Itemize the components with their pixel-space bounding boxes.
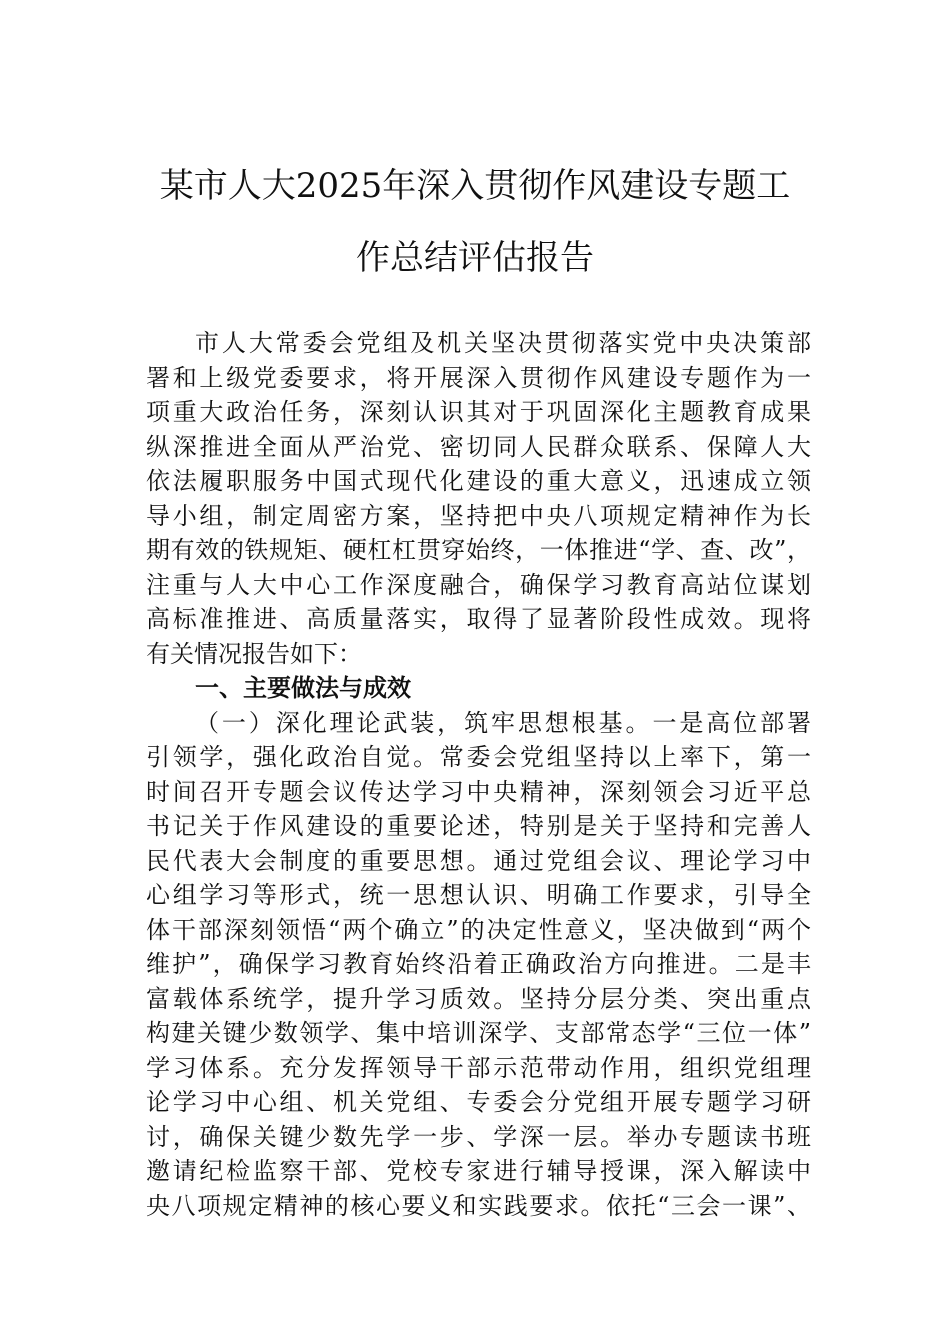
intro-paragraph-line: 高标准推进、高质量落实，取得了显著阶段性成效。现将 — [146, 605, 811, 633]
document-body — [146, 326, 811, 1223]
section-paragraph-line: 引领学，强化政治自觉。常委会党组坚持以上率下，第一 — [146, 743, 811, 771]
intro-paragraph-line: 导小组，制定周密方案，坚持把中央八项规定精神作为长 — [146, 501, 811, 530]
intro-paragraph-line: 项重大政治任务，深刻认识其对于巩固深化主题教育成果 — [146, 398, 811, 426]
section-paragraph-line: 学习体系。充分发挥领导干部示范带动作用，组织党组理 — [146, 1053, 811, 1082]
section-heading: 一、主要做法与成效 — [195, 674, 411, 702]
section-paragraph-line: 论学习中心组、机关党组、专委会分党组开展专题学习研 — [146, 1088, 811, 1116]
section-paragraph-line: 时间召开专题会议传达学习中央精神，深刻领会习近平总 — [146, 777, 811, 806]
intro-paragraph-line: 注重与人大中心工作深度融合，确保学习教育高站位谋划 — [146, 570, 811, 599]
intro-paragraph-line: 期有效的铁规矩、硬杠杠贯穿始终，一体推进“学、查、改”， — [146, 536, 811, 564]
intro-paragraph-line: 署和上级党委要求，将开展深入贯彻作风建设专题作为一 — [146, 363, 811, 392]
section-paragraph-line: 民代表大会制度的重要思想。通过党组会议、理论学习中 — [146, 846, 811, 875]
section-paragraph-line: 维护”，确保学习教育始终沿着正确政治方向推进。二是丰 — [146, 950, 811, 978]
document-title-line-1: 某市人大2025年深入贯彻作风建设专题工 — [159, 166, 791, 206]
section-paragraph-line: 体干部深刻领悟“两个确立”的决定性意义，坚决做到“两个 — [146, 915, 811, 944]
intro-paragraph-line: 市人大常委会党组及机关坚决贯彻落实党中央决策部 — [195, 329, 811, 357]
intro-paragraph-line: 有关情况报告如下： — [146, 639, 362, 668]
section-paragraph-line: 邀请纪检监察干部、党校专家进行辅导授课，深入解读中 — [146, 1157, 811, 1185]
section-paragraph-line: 央八项规定精神的核心要义和实践要求。依托“三会一课”、 — [146, 1191, 811, 1220]
section-paragraph-line: 富载体系统学，提升学习质效。坚持分层分类、突出重点 — [146, 984, 811, 1013]
intro-paragraph-line: 纵深推进全面从严治党、密切同人民群众联系、保障人大 — [146, 432, 811, 461]
section-paragraph-line: 讨，确保关键少数先学一步、学深一层。举办专题读书班 — [146, 1122, 811, 1151]
section-paragraph-line: 书记关于作风建设的重要论述，特别是关于坚持和完善人 — [146, 812, 811, 840]
section-paragraph-line: （一）深化理论武装，筑牢思想根基。一是高位部署 — [195, 708, 811, 737]
section-paragraph-line: 构建关键少数领学、集中培训深学、支部常态学“三位一体” — [146, 1019, 811, 1047]
section-paragraph-line: 心组学习等形式，统一思想认识、明确工作要求，引导全 — [146, 881, 811, 909]
document-title-line-2: 作总结评估报告 — [356, 238, 594, 278]
intro-paragraph-line: 依法履职服务中国式现代化建设的重大意义，迅速成立领 — [146, 467, 811, 495]
